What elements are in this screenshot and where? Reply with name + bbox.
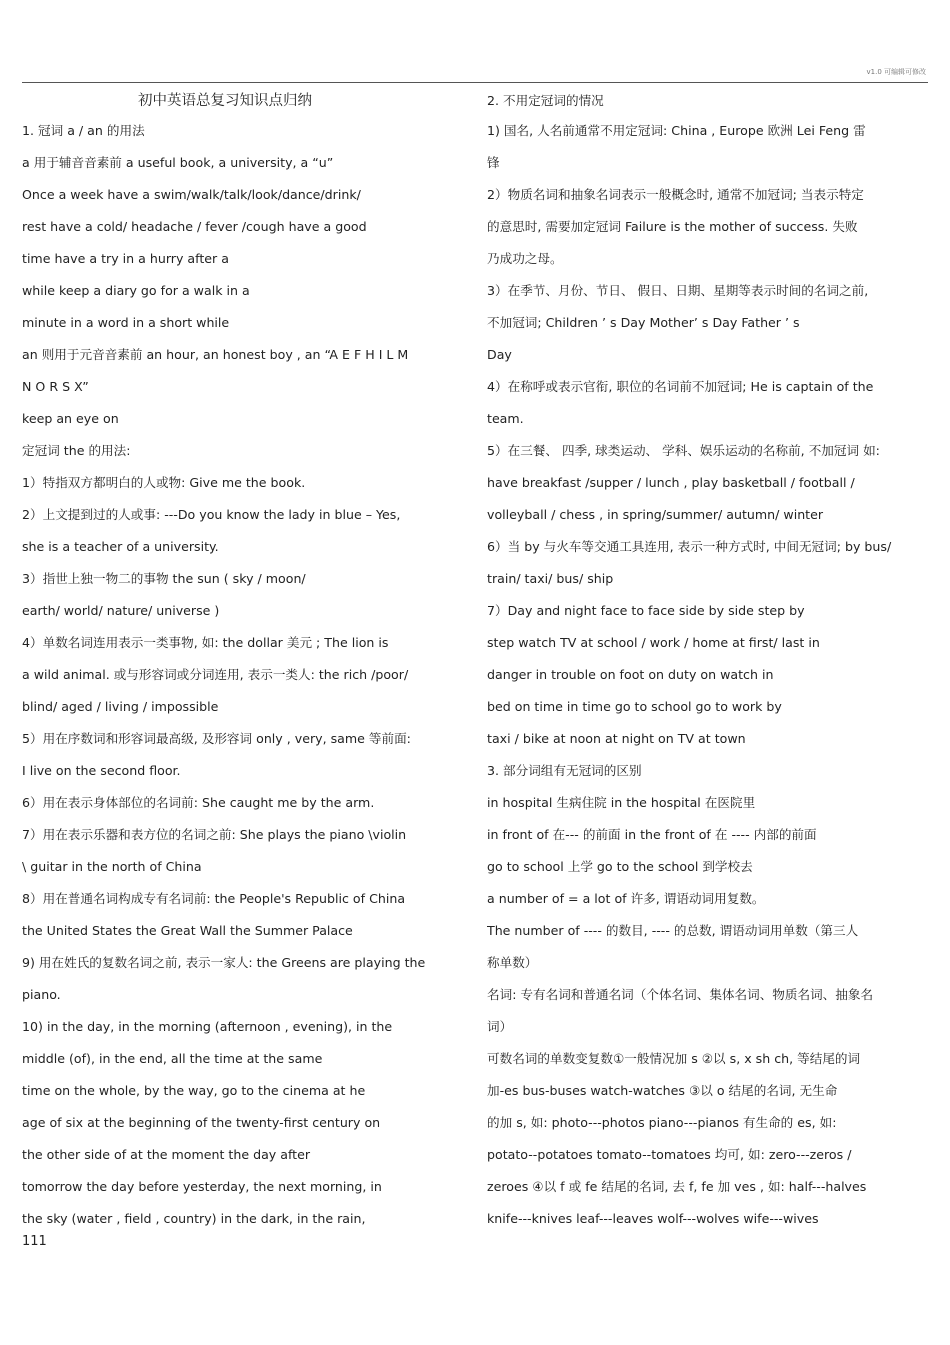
- right-text-lines: [487, 88, 927, 1237]
- text-line: in front of 在--- 的前面 in the front of 在 ---- 内部的前面: [487, 827, 817, 842]
- text-line: while keep a diary go for a walk in a: [22, 283, 250, 298]
- text-line: zeroes ④以 f 或 fe 结尾的名词, 去 f, fe 加 ves , 如: half---halves: [487, 1179, 867, 1194]
- text-line: 4）在称呼或表示官衔, 职位的名词前不加冠词; He is captain of the: [487, 379, 874, 394]
- text-line: 词）: [487, 1019, 513, 1034]
- left-column: [22, 88, 464, 1237]
- text-line: taxi / bike at noon at night on TV at town: [487, 731, 746, 746]
- text-line: 称单数）: [487, 955, 538, 970]
- header-rule: [22, 82, 928, 83]
- text-line: 加-es bus-buses watch-watches ③以 o 结尾的名词, 无生命: [487, 1083, 838, 1098]
- text-line: 的加 s, 如: photo---photos piano---pianos 有生命的 es, 如:: [487, 1115, 837, 1130]
- text-line: in hospital 生病住院 in the hospital 在医院里: [487, 795, 756, 810]
- text-line: middle (of), in the end, all the time at the same: [22, 1051, 323, 1066]
- text-line: 的意思时, 需要加定冠词 Failure is the mother of success. 失败: [487, 219, 858, 234]
- text-line: 3）在季节、月份、节日、 假日、日期、星期等表示时间的名词之前,: [487, 283, 869, 298]
- page-number: 111: [22, 1234, 47, 1249]
- text-line: age of six at the beginning of the twenty-first century on: [22, 1115, 381, 1130]
- text-line: blind/ aged / living / impossible: [22, 699, 219, 714]
- text-line: 1) 国名, 人名前通常不用定冠词: China , Europe 欧洲 Lei Feng 雷: [487, 123, 866, 138]
- text-line: she is a teacher of a university.: [22, 539, 219, 554]
- text-line: 乃成功之母。: [487, 251, 563, 266]
- text-line: 6）当 by 与火车等交通工具连用, 表示一种方式时, 中间无冠词; by bus/: [487, 539, 892, 554]
- text-line: \ guitar in the north of China: [22, 859, 202, 874]
- text-line: 4）单数名词连用表示一类事物, 如: the dollar 美元 ; The lion is: [22, 635, 389, 650]
- text-line: 7）Day and night face to face side by side step by: [487, 603, 805, 618]
- text-line: 不加冠词; Children ’ s Day Mother’ s Day Father ’ s: [487, 315, 800, 330]
- text-line: potato--potatoes tomato--tomatoes 均可, 如: zero---zeros /: [487, 1147, 852, 1162]
- text-line: danger in trouble on foot on duty on watch in: [487, 667, 774, 682]
- text-line: rest have a cold/ headache / fever /cough have a good: [22, 219, 367, 234]
- text-line: 5）在三餐、 四季, 球类运动、 学科、娱乐运动的名称前, 不加冠词 如:: [487, 443, 880, 458]
- document-title: 初中英语总复习知识点归纳: [138, 93, 312, 109]
- text-line: the other side of at the moment the day after: [22, 1147, 311, 1162]
- text-line: 3）指世上独一物二的事物 the sun ( sky / moon/: [22, 571, 306, 586]
- text-line: time have a try in a hurry after a: [22, 251, 229, 266]
- text-line: have breakfast /supper / lunch , play basketball / football /: [487, 475, 855, 490]
- text-line: 2）物质名词和抽象名词表示一般概念时, 通常不加冠词; 当表示特定: [487, 187, 864, 202]
- text-line: the United States the Great Wall the Summer Palace: [22, 923, 353, 938]
- text-line: a wild animal. 或与形容词或分词连用, 表示一类人: the rich /poor/: [22, 667, 409, 682]
- text-line: earth/ world/ nature/ universe ): [22, 603, 220, 618]
- text-line: I live on the second floor.: [22, 763, 181, 778]
- text-line: volleyball / chess , in spring/summer/ autumn/ winter: [487, 507, 824, 522]
- text-line: time on the whole, by the way, go to the cinema at he: [22, 1083, 366, 1098]
- text-line: 锋: [487, 155, 500, 170]
- text-line: 8）用在普通名词构成专有名词前: the People's Republic of China: [22, 891, 406, 906]
- text-line: 2）上文提到过的人或事: ---Do you know the lady in blue – Yes,: [22, 507, 401, 522]
- text-line: 6）用在表示身体部位的名词前: She caught me by the arm.: [22, 795, 375, 810]
- text-line: 3. 部分词组有无冠词的区别: [487, 763, 642, 778]
- text-line: 名词: 专有名词和普通名词（个体名词、集体名词、物质名词、抽象名: [487, 987, 874, 1002]
- text-line: the sky (water , field , country) in the dark, in the rain,: [22, 1211, 366, 1226]
- text-line: The number of ---- 的数目, ---- 的总数, 谓语动词用单数（第三人: [487, 923, 859, 938]
- text-line: 可数名词的单数变复数①一般情况加 s ②以 s, x sh ch, 等结尾的词: [487, 1051, 861, 1066]
- text-line: go to school 上学 go to the school 到学校去: [487, 859, 753, 874]
- text-line: an 则用于元音音素前 an hour, an honest boy , an “A E F H I L M: [22, 347, 409, 362]
- text-line: keep an eye on: [22, 411, 119, 426]
- text-line: 5）用在序数词和形容词最高级, 及形容词 only , very, same 等前面:: [22, 731, 411, 746]
- text-line: a 用于辅音音素前 a useful book, a university, a “u”: [22, 155, 334, 170]
- text-line: tomorrow the day before yesterday, the next morning, in: [22, 1179, 382, 1194]
- text-line: step watch TV at school / work / home at first/ last in: [487, 635, 820, 650]
- text-line: minute in a word in a short while: [22, 315, 230, 330]
- text-line: team.: [487, 411, 524, 426]
- version-note: v1.0 可编辑可修改: [866, 68, 926, 76]
- text-line: 9) 用在姓氏的复数名词之前, 表示一家人: the Greens are playing the: [22, 955, 426, 970]
- text-line: 定冠词 the 的用法:: [22, 443, 131, 458]
- text-line: bed on time in time go to school go to work by: [487, 699, 782, 714]
- text-line: piano.: [22, 987, 61, 1002]
- text-line: 1）特指双方都明白的人或物: Give me the book.: [22, 475, 306, 490]
- text-line: a number of = a lot of 许多, 谓语动词用复数。: [487, 891, 765, 906]
- text-line: Day: [487, 347, 512, 362]
- text-line: 10) in the day, in the morning (afternoon , evening), in the: [22, 1019, 393, 1034]
- text-line: N O R S X”: [22, 379, 89, 394]
- left-text-lines: [22, 117, 464, 1237]
- text-line: 2. 不用定冠词的情况: [487, 93, 604, 108]
- text-line: 1. 冠词 a / an 的用法: [22, 123, 145, 138]
- text-line: train/ taxi/ bus/ ship: [487, 571, 614, 586]
- text-line: knife---knives leaf---leaves wolf---wolves wife---wives: [487, 1211, 819, 1226]
- text-line: Once a week have a swim/walk/talk/look/dance/drink/: [22, 187, 361, 202]
- right-column: [487, 88, 927, 1237]
- text-line: 7）用在表示乐器和表方位的名词之前: She plays the piano \violin: [22, 827, 407, 842]
